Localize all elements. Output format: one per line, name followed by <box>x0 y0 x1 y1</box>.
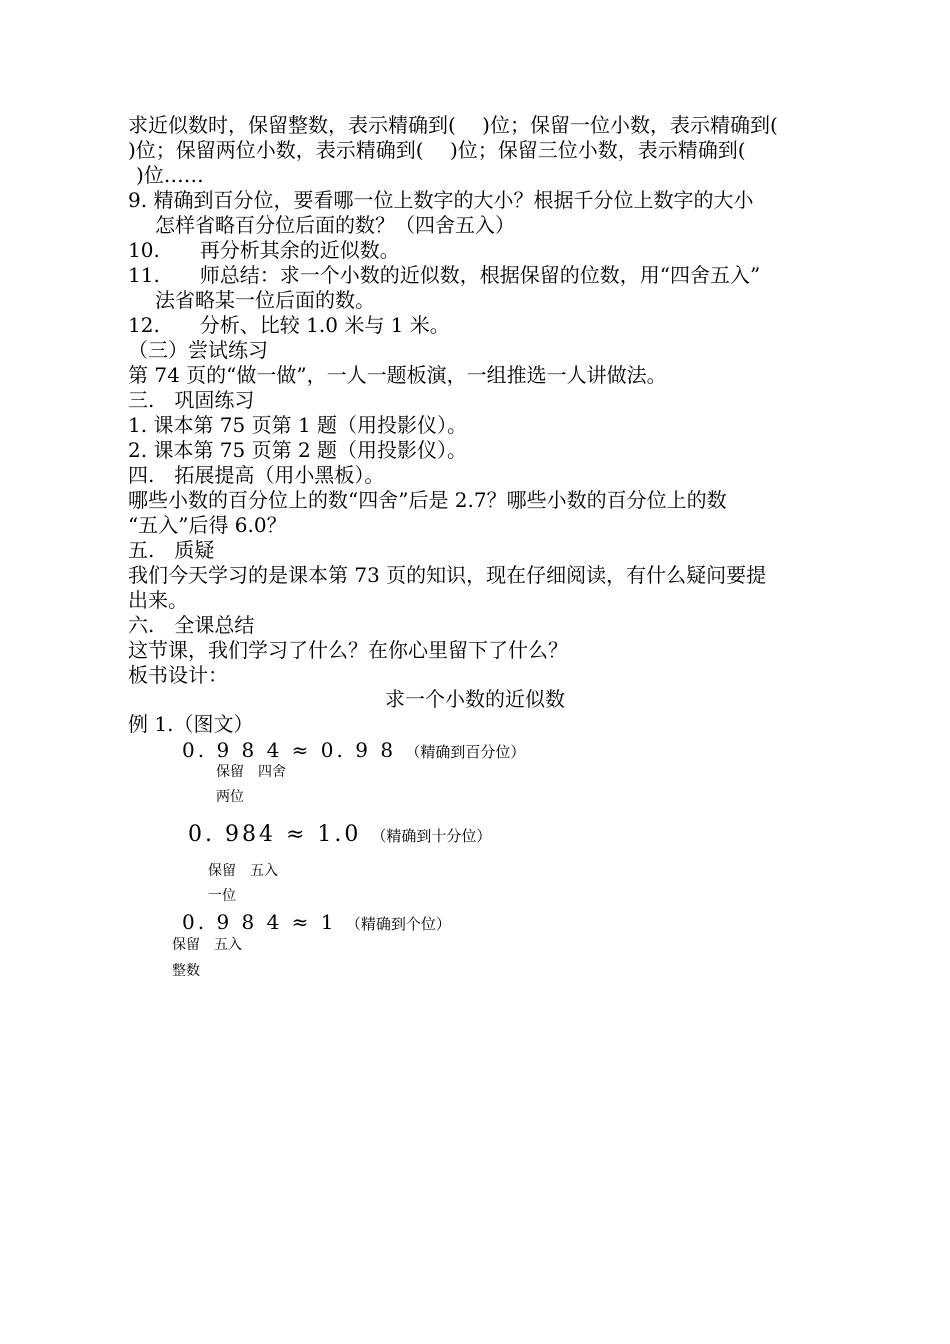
text-line: 9. 精确到百分位，要看哪一位上数字的大小？根据千分位上数字的大小 <box>128 188 754 212</box>
example-1 <box>182 737 525 765</box>
example-3 <box>182 909 451 937</box>
example-1-label: 保留 四舍 <box>216 764 286 780</box>
example-label: 例 1.（图文） <box>128 712 254 736</box>
text-line: 1. 课本第 75 页第 1 题（用投影仪）。 <box>128 413 468 437</box>
example-3-expression: 0. 9 8 4 ≈ 1 <box>182 910 337 934</box>
example-2-label: 一位 <box>208 888 236 904</box>
text-line: 板书设计： <box>128 663 228 687</box>
text-line: 第 74 页的“做一做”，一人一题板演，一组推选一人讲做法。 <box>128 363 667 387</box>
example-1-expression: 0. 9 8 4 ≈ 0. 9 8 <box>182 738 397 762</box>
example-1-note: （精确到百分位） <box>405 743 526 761</box>
section-heading: 三. 巩固练习 <box>128 388 255 412</box>
example-3-label: 整数 <box>172 963 200 979</box>
text-line: 法省略某一位后面的数。 <box>155 288 375 312</box>
board-title: 求一个小数的近似数 <box>385 687 565 711</box>
text-line: 2. 课本第 75 页第 2 题（用投影仪）。 <box>128 438 468 462</box>
text-line: “五入”后得 6.0？ <box>128 513 287 537</box>
text-line: 我们今天学习的是课本第 73 页的知识，现在仔细阅读，有什么疑问要提 <box>128 563 767 587</box>
section-heading: 五. 质疑 <box>128 538 215 562</box>
example-2-label: 保留 五入 <box>208 863 278 879</box>
section-heading: 六. 全课总结 <box>128 613 255 637</box>
section-heading: 四. 拓展提高（用小黑板）。 <box>128 463 385 487</box>
example-2-expression: 0. 984 ≈ 1.0 <box>188 822 362 847</box>
text-line: 怎样省略百分位后面的数？（四舍五入） <box>155 213 515 237</box>
text-line: )位；保留两位小数，表示精确到( )位；保留三位小数，表示精确到( <box>128 138 746 162</box>
text-line: )位…… <box>136 163 204 187</box>
section-heading: （三）尝试练习 <box>128 338 268 362</box>
text-line: 10. 再分析其余的近似数。 <box>128 238 400 262</box>
example-3-label: 保留 五入 <box>172 937 242 953</box>
text-line: 哪些小数的百分位上的数“四舍”后是 2.7？哪些小数的百分位上的数 <box>128 488 727 512</box>
text-line: 出来。 <box>128 588 188 612</box>
text-line: 求近似数时，保留整数，表示精确到( )位；保留一位小数，表示精确到( <box>128 113 778 137</box>
example-2-note: （精确到十分位） <box>371 827 492 845</box>
example-1-label: 两位 <box>216 789 244 805</box>
text-line: 这节课，我们学习了什么？在你心里留下了什么？ <box>128 638 568 662</box>
text-line: 11. 师总结：求一个小数的近似数，根据保留的位数，用“四舍五入” <box>128 263 761 287</box>
example-3-note: （精确到个位） <box>345 915 451 933</box>
example-2 <box>188 822 491 849</box>
text-line: 12. 分析、比较 1.0 米与 1 米。 <box>128 313 450 337</box>
